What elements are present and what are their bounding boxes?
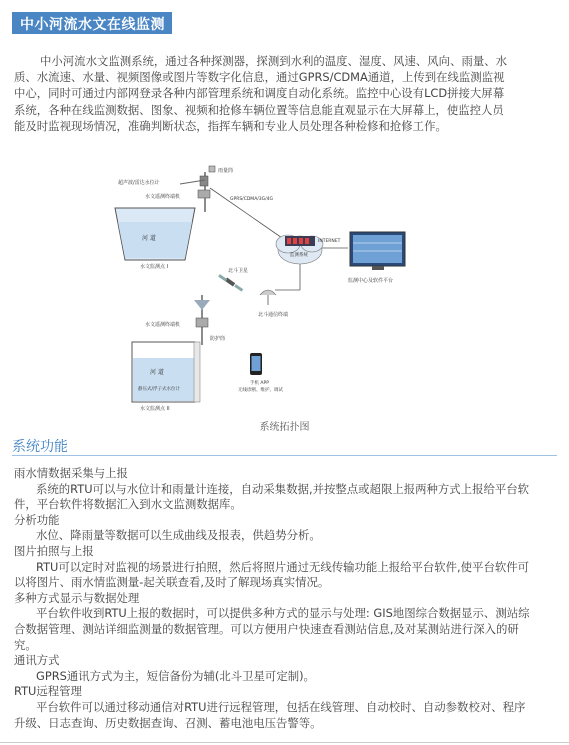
function-body: GPRS通讯方式为主，短信备份为辅(北斗卫星可定制)。 (36, 668, 315, 683)
system-topology-diagram (110, 160, 440, 415)
page-bottom-rule (0, 742, 569, 743)
function-title: 通讯方式 (14, 653, 60, 668)
station-2-label: 水文监测点 II (140, 406, 170, 412)
section-divider (12, 455, 557, 456)
phone-icon (250, 353, 262, 375)
station-2-basin (132, 342, 200, 402)
top-mast (180, 166, 215, 212)
section-title: 系统功能 (12, 439, 68, 455)
function-body: RTU可以定时对监视的场景进行拍照，然后将照片通过无线传输功能上报给平台软件,使平台软件可以将图片、雨水情监测量-起关联查看,及时了解现场真实情况。 (14, 559, 530, 590)
phone-desc-label: 无线诊断、维护、调试 (238, 388, 283, 393)
station-1-label: 水文监测点 I (140, 264, 169, 270)
rtu-top-label: 水文遥测终端机 (145, 194, 181, 200)
phone-app-label: 手机 APP (250, 381, 269, 386)
function-title: 分析功能 (14, 512, 60, 527)
pressure-gauge-label: 静压式/浮子式水位计 (138, 387, 181, 392)
satellite-icon (218, 274, 243, 292)
gprs-label: GPRS/CDMA/3G/4G (230, 197, 274, 202)
beidou-terminal (260, 290, 276, 305)
page-title: 中小河流水文在线监测 (20, 17, 165, 33)
function-list (14, 466, 534, 731)
cloud-server (276, 235, 323, 264)
protect-pipe-label: 防护筒 (210, 336, 226, 342)
function-title: 图片拍照与上报 (14, 543, 94, 558)
monitor-center (350, 232, 405, 270)
river-2-label: 河 道 (150, 369, 164, 376)
page-title-bar (12, 12, 172, 34)
intro-paragraph: 中小河流水文监测系统，通过各种探测器，探测到水利的温度、湿度、风速、风向、雨量、水质、水流速、水量、视频图像或图片等数字化信息，通过GPRS/CDMA通道，上传到在线监测监视中心，同时可通过内部网登录各种内部管理系统和调度自动化系统。监控中心设有LCD拼接大屏幕系统，各种在线监测数据、图象、视频和抢修车辆位置等信息能直观显示在大屏幕上，使监控人员能及时监视现场情况，准确判断状态，指挥车辆和专业人员处理各种检修和抢修工作。 (14, 54, 508, 133)
internet-label: INTERNET (318, 239, 341, 244)
function-title: 雨水情数据采集与上报 (14, 466, 128, 480)
server-label: 监测系统 (290, 253, 308, 258)
function-title: 多种方式显示与数据处理 (14, 590, 140, 605)
function-body: 水位、降雨量等数据可以生成曲线及报表，供趋势分析。 (36, 528, 321, 543)
rain-gauge-label: 雨量筒 (218, 168, 234, 174)
function-body: 系统的RTU可以与水位计和雨量计连接，自动采集数据,并按整点或超限上报两种方式上报给平台软件，平台软件将数据汇入到水文监测数据库。 (14, 481, 530, 512)
function-title: RTU远程管理 (14, 684, 82, 699)
rtu-bottom-label: 水文遥测终端机 (145, 322, 181, 328)
station-1-basin (115, 208, 195, 260)
bottom-mast (194, 295, 210, 345)
beidou-term-label: 北斗通信终端 (258, 312, 289, 318)
center-label: 监测中心及软件平台 (348, 278, 394, 284)
beidou-sat-label: 北斗卫星 (228, 268, 249, 274)
river-1-label: 河 道 (142, 235, 156, 242)
diagram-caption: 系统拓扑图 (259, 422, 310, 433)
function-body: 平台软件可以通过移动通信对RTU进行远程管理，包括在线管理、自动校时、自动参数校对、程序升级、日志查询、历史数据查询、召测、蓄电池电压告警等。 (14, 699, 526, 730)
function-body: 平台软件收到RTU上报的数据时，可以提供多种方式的显示与处理: GIS地图综合数据显示、测站综合数据管理、测站详细监测量的数据管理。可以方便用户快速查看测站信息,及对某测站进行深入的研究。 (14, 606, 530, 652)
ultrasonic-label: 超声波/雷达水位计 (118, 180, 160, 186)
